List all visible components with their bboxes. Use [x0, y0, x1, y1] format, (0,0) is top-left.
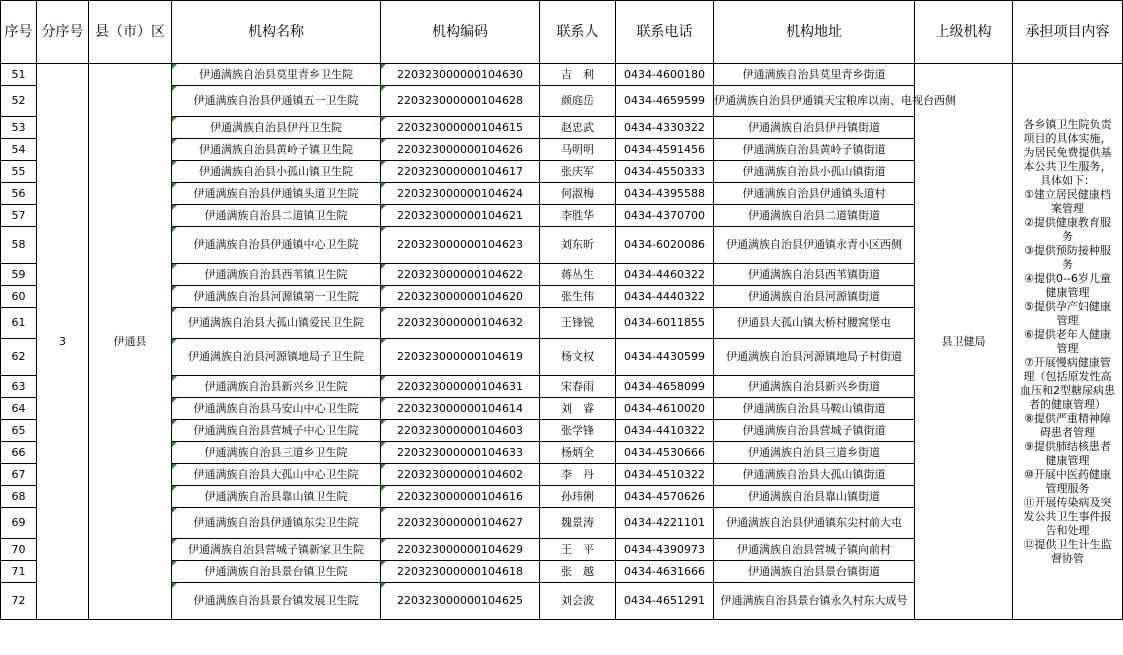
row-code: 220323000000104603 — [381, 420, 540, 442]
row-code: 220323000000104602 — [381, 464, 540, 486]
row-phone: 0434-4631666 — [616, 561, 714, 583]
content-line: ⑥提供老年人健康 — [1024, 327, 1111, 341]
row-name: 伊通满族自治县新兴乡卫生院 — [172, 376, 381, 398]
row-address: 伊通满族自治县伊通镇永青小区西侧 — [714, 227, 915, 264]
row-phone: 0434-4570626 — [616, 486, 714, 508]
row-address: 伊通满族自治县二道镇街道 — [714, 205, 915, 227]
group-subseq: 3 — [37, 64, 89, 620]
row-phone: 0434-4510322 — [616, 464, 714, 486]
row-name: 伊通满族自治县河源镇第一卫生院 — [172, 286, 381, 308]
table-row — [1, 64, 1123, 86]
row-seq: 69 — [1, 508, 37, 539]
header-name: 机构名称 — [172, 1, 381, 64]
content-line: 本公共卫生服务， — [1023, 159, 1112, 173]
row-name: 伊通满族自治县伊丹卫生院 — [172, 117, 381, 139]
row-contact: 宋春雨 — [540, 376, 616, 398]
row-seq: 67 — [1, 464, 37, 486]
row-contact: 王锋锐 — [540, 308, 616, 339]
row-code: 220323000000104626 — [381, 139, 540, 161]
row-name: 伊通满族自治县马安山中心卫生院 — [172, 398, 381, 420]
row-phone: 0434-4460322 — [616, 264, 714, 286]
content-line: 具体如下： — [1040, 173, 1095, 187]
row-seq: 57 — [1, 205, 37, 227]
row-address: 伊通满族自治县伊通镇天宝粮库以南、电视台西侧 — [714, 86, 915, 117]
row-name: 伊通满族自治县营城子镇新家卫生院 — [172, 539, 381, 561]
row-phone: 0434-4221101 — [616, 508, 714, 539]
content-line: 管理 — [1056, 341, 1079, 355]
row-name: 伊通满族自治县三道乡卫生院 — [172, 442, 381, 464]
content-line: ⑤提供孕产妇健康 — [1024, 299, 1111, 313]
content-line: ⑩开展中医药健康 — [1024, 467, 1111, 481]
content-line: 碍患者管理 — [1040, 425, 1095, 439]
header-address: 机构地址 — [714, 1, 915, 64]
row-seq: 62 — [1, 339, 37, 376]
row-phone: 0434-4440322 — [616, 286, 714, 308]
header-parent: 上级机构 — [915, 1, 1013, 64]
row-name: 伊通满族自治县二道镇卫生院 — [172, 205, 381, 227]
header-phone: 联系电话 — [616, 1, 714, 64]
row-name: 伊通满族自治县景台镇卫生院 — [172, 561, 381, 583]
content-line: 发公共卫生事件报 — [1023, 509, 1112, 523]
row-code: 220323000000104630 — [381, 64, 540, 86]
group-county: 伊通县 — [89, 64, 172, 620]
row-contact: 孙玮俐 — [540, 486, 616, 508]
content-line: ③提供预防接种服 — [1024, 243, 1111, 257]
content-line: 为居民免费提供基 — [1023, 145, 1112, 159]
header-seq: 序号 — [1, 1, 37, 64]
row-seq: 53 — [1, 117, 37, 139]
row-name: 伊通满族自治县伊通镇头道卫生院 — [172, 183, 381, 205]
content-line: 督协管 — [1051, 551, 1084, 565]
row-address: 伊通满族自治县马鞍山镇街道 — [714, 398, 915, 420]
row-seq: 58 — [1, 227, 37, 264]
row-seq: 54 — [1, 139, 37, 161]
row-seq: 70 — [1, 539, 37, 561]
row-contact: 张学锋 — [540, 420, 616, 442]
row-seq: 59 — [1, 264, 37, 286]
row-code: 220323000000104623 — [381, 227, 540, 264]
row-name: 伊通满族自治县小孤山镇卫生院 — [172, 161, 381, 183]
content-line: ⑨提供肺结核患者 — [1024, 439, 1111, 453]
row-phone: 0434-4600180 — [616, 64, 714, 86]
row-name: 伊通满族自治县伊通镇中心卫生院 — [172, 227, 381, 264]
header-code: 机构编码 — [381, 1, 540, 64]
header-county: 县（市）区 — [89, 1, 172, 64]
row-name: 伊通满族自治县莫里青乡卫生院 — [172, 64, 381, 86]
content-line: 健康管理 — [1045, 285, 1090, 299]
row-address: 伊通满族自治县莫里青乡街道 — [714, 64, 915, 86]
row-contact: 刘东昕 — [540, 227, 616, 264]
row-phone: 0434-4610020 — [616, 398, 714, 420]
row-contact: 王 平 — [540, 539, 616, 561]
content-line: 项目的具体实施， — [1023, 131, 1112, 145]
content-line: 血压和2型糖尿病患 — [1020, 383, 1115, 397]
content-line: 者的健康管理） — [1029, 397, 1106, 411]
row-address: 伊通满族自治县营城子镇街道 — [714, 420, 915, 442]
row-address: 伊通满族自治县靠山镇街道 — [714, 486, 915, 508]
row-code: 220323000000104628 — [381, 86, 540, 117]
row-code: 220323000000104627 — [381, 508, 540, 539]
row-phone: 0434-4591456 — [616, 139, 714, 161]
row-phone: 0434-4390973 — [616, 539, 714, 561]
table-body — [1, 64, 1123, 620]
row-contact: 颜庭岳 — [540, 86, 616, 117]
row-phone: 0434-6011855 — [616, 308, 714, 339]
row-seq: 61 — [1, 308, 37, 339]
row-phone: 0434-4550333 — [616, 161, 714, 183]
row-code: 220323000000104620 — [381, 286, 540, 308]
row-seq: 66 — [1, 442, 37, 464]
row-contact: 刘 睿 — [540, 398, 616, 420]
row-seq: 63 — [1, 376, 37, 398]
row-contact: 杨炳全 — [540, 442, 616, 464]
content-line: 案管理 — [1051, 201, 1084, 215]
content-line: 各乡镇卫生院负责 — [1023, 117, 1112, 131]
row-seq: 65 — [1, 420, 37, 442]
row-address: 伊通满族自治县三道乡街道 — [714, 442, 915, 464]
content-line: ④提供0--6岁儿童 — [1024, 271, 1111, 285]
row-address: 伊通满族自治县大孤山镇街道 — [714, 464, 915, 486]
row-address: 伊通满族自治县黄岭子镇街道 — [714, 139, 915, 161]
row-code: 220323000000104615 — [381, 117, 540, 139]
row-code: 220323000000104616 — [381, 486, 540, 508]
row-seq: 60 — [1, 286, 37, 308]
row-contact: 马明明 — [540, 139, 616, 161]
row-phone: 0434-4370700 — [616, 205, 714, 227]
row-seq: 71 — [1, 561, 37, 583]
row-name: 伊通满族自治县伊通镇五一卫生院 — [172, 86, 381, 117]
row-address: 伊通满族自治县小孤山镇街道 — [714, 161, 915, 183]
content-line: 务 — [1062, 229, 1073, 243]
row-phone: 0434-4658099 — [616, 376, 714, 398]
row-seq: 51 — [1, 64, 37, 86]
row-contact: 张庆军 — [540, 161, 616, 183]
row-code: 220323000000104632 — [381, 308, 540, 339]
row-contact: 杨文权 — [540, 339, 616, 376]
row-address: 伊通满族自治县新兴乡街道 — [714, 376, 915, 398]
group-parent: 县卫健局 — [915, 64, 1013, 620]
header-row — [1, 1, 1123, 64]
row-name: 伊通满族自治县黄岭子镇卫生院 — [172, 139, 381, 161]
row-address: 伊通县大孤山镇大桥村腰窝堡屯 — [714, 308, 915, 339]
row-address: 伊通满族自治县伊通镇头道村 — [714, 183, 915, 205]
row-code: 220323000000104625 — [381, 583, 540, 620]
content-line: 健康管理 — [1045, 453, 1090, 467]
content-line: ⑫提供卫生计生监 — [1023, 537, 1112, 551]
row-code: 220323000000104629 — [381, 539, 540, 561]
row-address: 伊通满族自治县河源镇街道 — [714, 286, 915, 308]
content-line: 管理服务 — [1045, 481, 1090, 495]
row-code: 220323000000104619 — [381, 339, 540, 376]
row-code: 220323000000104633 — [381, 442, 540, 464]
content-line: ⑧提供严重精神障 — [1024, 411, 1111, 425]
row-phone: 0434-4659599 — [616, 86, 714, 117]
row-code: 220323000000104624 — [381, 183, 540, 205]
row-name: 伊通满族自治县营城子中心卫生院 — [172, 420, 381, 442]
row-phone: 0434-4330322 — [616, 117, 714, 139]
row-seq: 56 — [1, 183, 37, 205]
content-line: ①建立居民健康档 — [1024, 187, 1111, 201]
row-address: 伊通满族自治县营城子镇向前村 — [714, 539, 915, 561]
row-code: 220323000000104618 — [381, 561, 540, 583]
content-line: ⑦开展慢病健康管 — [1024, 355, 1111, 369]
row-contact: 张生伟 — [540, 286, 616, 308]
row-contact: 李胜华 — [540, 205, 616, 227]
row-code: 220323000000104617 — [381, 161, 540, 183]
row-name: 伊通满族自治县河源镇地局子卫生院 — [172, 339, 381, 376]
content-line: ②提供健康教育服 — [1024, 215, 1111, 229]
header-content: 承担项目内容 — [1013, 1, 1123, 64]
row-contact: 赵忠武 — [540, 117, 616, 139]
row-contact: 魏景涛 — [540, 508, 616, 539]
row-name: 伊通满族自治县大孤山镇爱民卫生院 — [172, 308, 381, 339]
content-line: 务 — [1062, 257, 1073, 271]
row-contact: 刘会波 — [540, 583, 616, 620]
row-address: 伊通满族自治县西苇镇街道 — [714, 264, 915, 286]
row-seq: 68 — [1, 486, 37, 508]
content-line: ⑪开展传染病及突 — [1023, 495, 1112, 509]
row-address: 伊通满族自治县河源镇地局子村街道 — [714, 339, 915, 376]
row-name: 伊通满族自治县景台镇发展卫生院 — [172, 583, 381, 620]
header-subseq: 分序号 — [37, 1, 89, 64]
group-content — [1013, 64, 1123, 620]
content-line: 理（包括原发性高 — [1023, 369, 1112, 383]
row-name: 伊通满族自治县靠山镇卫生院 — [172, 486, 381, 508]
row-code: 220323000000104622 — [381, 264, 540, 286]
row-seq: 64 — [1, 398, 37, 420]
row-name: 伊通满族自治县西苇镇卫生院 — [172, 264, 381, 286]
row-address: 伊通满族自治县伊丹镇街道 — [714, 117, 915, 139]
header-contact: 联系人 — [540, 1, 616, 64]
row-name: 伊通满族自治县伊通镇东尖卫生院 — [172, 508, 381, 539]
content-line: 告和处理 — [1045, 523, 1090, 537]
content-line: 管理 — [1056, 313, 1079, 327]
row-phone: 0434-4395588 — [616, 183, 714, 205]
row-phone: 0434-4651291 — [616, 583, 714, 620]
row-seq: 72 — [1, 583, 37, 620]
row-contact: 何淑梅 — [540, 183, 616, 205]
row-phone: 0434-4430599 — [616, 339, 714, 376]
row-seq: 52 — [1, 86, 37, 117]
row-contact: 张 越 — [540, 561, 616, 583]
row-name: 伊通满族自治县大孤山中心卫生院 — [172, 464, 381, 486]
row-phone: 0434-4530666 — [616, 442, 714, 464]
row-phone: 0434-6020086 — [616, 227, 714, 264]
row-contact: 李 丹 — [540, 464, 616, 486]
row-address: 伊通满族自治县景台镇街道 — [714, 561, 915, 583]
row-phone: 0434-4410322 — [616, 420, 714, 442]
row-address: 伊通满族自治县伊通镇东尖村前大屯 — [714, 508, 915, 539]
row-seq: 55 — [1, 161, 37, 183]
row-contact: 蒋丛生 — [540, 264, 616, 286]
row-address: 伊通满族自治县景台镇永久村东大成号 — [714, 583, 915, 620]
row-code: 220323000000104631 — [381, 376, 540, 398]
row-code: 220323000000104614 — [381, 398, 540, 420]
row-code: 220323000000104621 — [381, 205, 540, 227]
row-contact: 吉 利 — [540, 64, 616, 86]
